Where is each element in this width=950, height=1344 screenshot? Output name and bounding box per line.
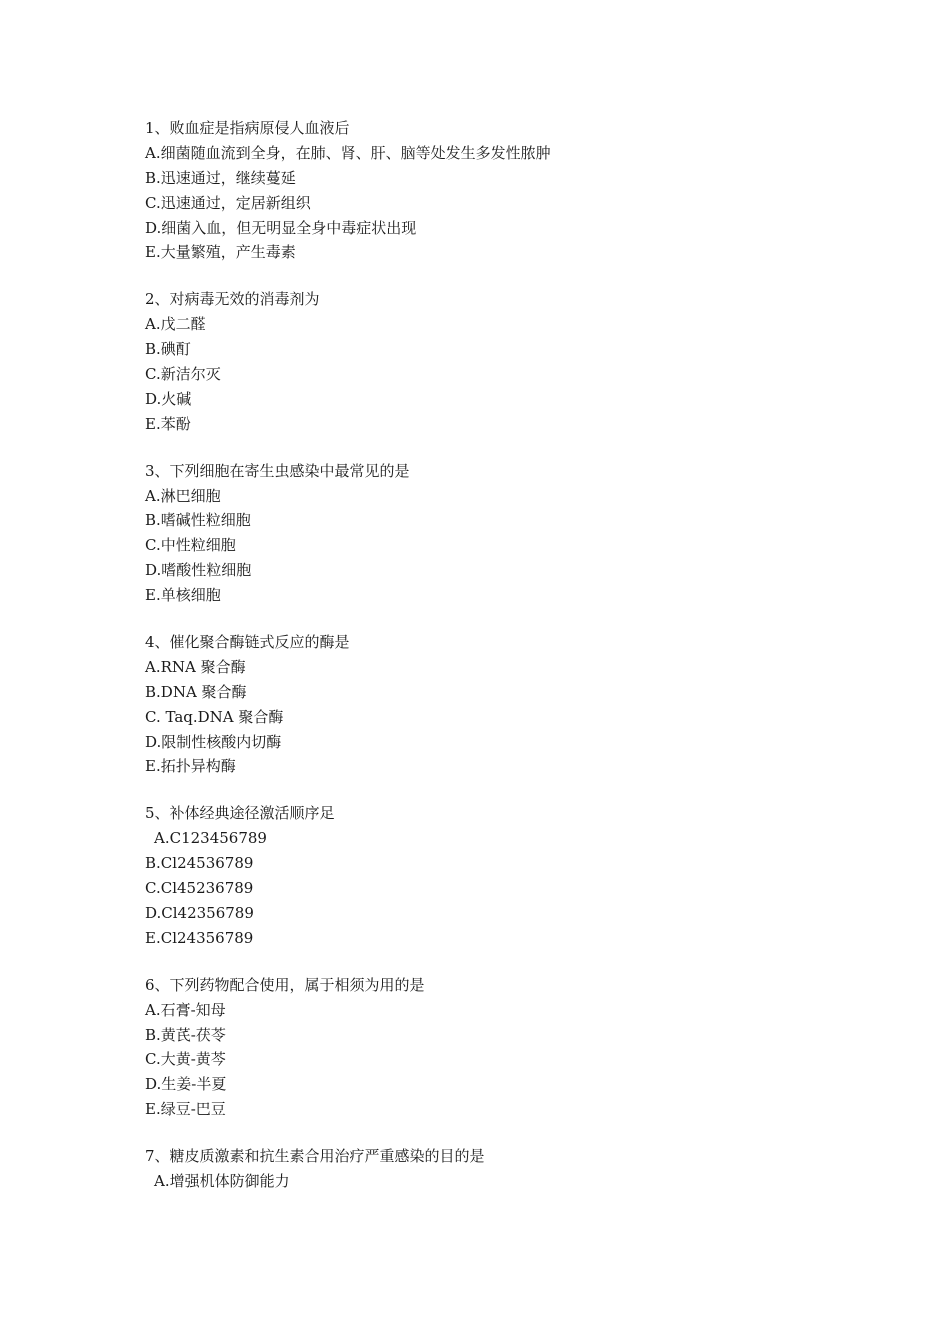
question-1	[145, 116, 905, 265]
option-b: B.DNA 聚合酶	[145, 682, 247, 701]
option-d: D.Cl42356789	[145, 903, 254, 922]
option-c: C.大黄-黄芩	[145, 1050, 226, 1069]
option-a: A.C123456789	[154, 829, 267, 848]
option-a: A.淋巴细胞	[145, 486, 221, 505]
option-b: B.迅速通过，继续蔓延	[145, 168, 296, 187]
option-b: B.Cl24536789	[145, 854, 254, 873]
option-e: E.大量繁殖，产生毒素	[145, 243, 296, 262]
question-stem: 5、补体经典途径激活顺序足	[145, 804, 335, 823]
question-stem: 3、下列细胞在寄生虫感染中最常见的是	[145, 461, 410, 480]
option-a: A.石膏-知母	[145, 1000, 226, 1019]
option-c: C.迅速通过，定居新组织	[145, 193, 311, 212]
document-page	[145, 116, 905, 1216]
option-d: D.限制性核酸内切酶	[145, 732, 282, 751]
question-3	[145, 459, 905, 608]
question-7	[145, 1144, 905, 1194]
option-e: E.绿豆-巴豆	[145, 1100, 226, 1119]
option-a: A.细菌随血流到全身，在肺、肾、肝、脑等处发生多发性脓肿	[145, 143, 551, 162]
question-stem: 4、催化聚合酶链式反应的酶是	[145, 633, 350, 652]
question-6	[145, 973, 905, 1122]
option-a: A.增强机体防御能力	[154, 1171, 290, 1190]
option-d: D.嗜酸性粒细胞	[145, 561, 252, 580]
question-stem: 2、对病毒无效的消毒剂为	[145, 290, 320, 309]
option-a: A.RNA 聚合酶	[145, 657, 246, 676]
option-d: D.火碱	[145, 389, 192, 408]
question-4	[145, 630, 905, 779]
option-b: B.黄芪-茯苓	[145, 1025, 226, 1044]
option-c: C.新洁尔灭	[145, 365, 221, 384]
question-5	[145, 801, 905, 950]
option-c: C.Cl45236789	[145, 879, 254, 898]
option-e: E.苯酚	[145, 414, 191, 433]
option-d: D.细菌入血，但无明显全身中毒症状出现	[145, 218, 417, 237]
option-e: E.单核细胞	[145, 586, 221, 605]
option-e: E.拓扑异构酶	[145, 757, 236, 776]
option-c: C. Taq.DNA 聚合酶	[145, 707, 284, 726]
option-e: E.Cl24356789	[145, 928, 254, 947]
question-2	[145, 287, 905, 436]
option-b: B.嗜碱性粒细胞	[145, 511, 251, 530]
option-d: D.生姜-半夏	[145, 1075, 227, 1094]
option-c: C.中性粒细胞	[145, 536, 236, 555]
option-a: A.戊二醛	[145, 315, 206, 334]
question-stem: 6、下列药物配合使用，属于相须为用的是	[145, 975, 425, 994]
question-stem: 1、败血症是指病原侵人血液后	[145, 119, 350, 137]
question-stem: 7、糖皮质激素和抗生素合用治疗严重感染的目的是	[145, 1147, 485, 1166]
option-b: B.碘酊	[145, 340, 191, 359]
